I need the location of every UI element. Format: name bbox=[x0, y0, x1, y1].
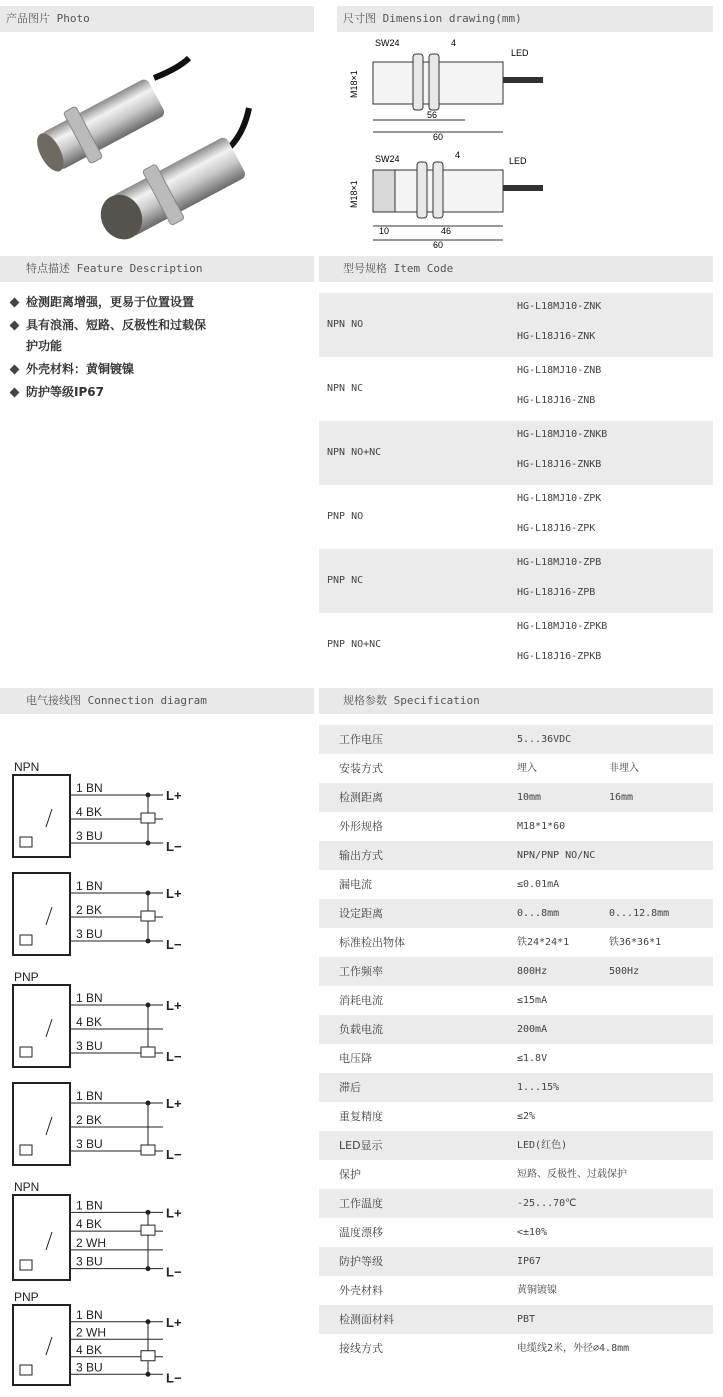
product-photo bbox=[4, 38, 304, 248]
item-code: HG-L18MJ10-ZPK bbox=[517, 493, 602, 504]
power-label: L+ bbox=[166, 788, 182, 803]
spec-value: 0...8mm bbox=[517, 908, 560, 919]
dim-bot-len-b: 60 bbox=[433, 240, 444, 250]
spec-row bbox=[319, 1276, 713, 1305]
spec-row bbox=[319, 841, 713, 870]
spec-key: 设定距离 bbox=[339, 907, 383, 920]
sensor-box bbox=[13, 1195, 70, 1280]
wire-label: 2 WH bbox=[76, 1325, 106, 1340]
spec-value: 埋入 bbox=[517, 763, 537, 774]
item-code: HG-L18J16-ZNK bbox=[517, 331, 596, 342]
power-label: L+ bbox=[166, 1314, 182, 1330]
load-relay bbox=[141, 813, 155, 823]
switch-contact bbox=[46, 907, 52, 925]
spec-row bbox=[319, 1218, 713, 1247]
power-label: L− bbox=[166, 1370, 182, 1386]
connection-header-label: 电气接线图 Connection diagram bbox=[26, 694, 207, 707]
sensor-box bbox=[13, 1083, 70, 1165]
feature-item bbox=[8, 382, 208, 403]
wire-label: 4 BK bbox=[76, 1015, 103, 1029]
spec-row bbox=[319, 725, 713, 754]
dimension-bottom bbox=[349, 150, 543, 250]
dimension-header bbox=[337, 6, 713, 32]
feature-header bbox=[0, 256, 314, 282]
item-code-header bbox=[319, 256, 713, 282]
item-code: HG-L18MJ10-ZNK bbox=[517, 301, 602, 312]
power-label: L+ bbox=[166, 1205, 182, 1221]
spec-value: 1...15% bbox=[517, 1082, 560, 1093]
item-type: PNP NC bbox=[327, 575, 364, 586]
feature-item bbox=[8, 315, 208, 357]
wire-label: 4 BK bbox=[76, 1342, 103, 1357]
wire-label: 3 BU bbox=[76, 1137, 103, 1151]
item-type: NPN NO bbox=[327, 319, 364, 330]
spec-value: 0...12.8mm bbox=[609, 908, 670, 919]
load-relay bbox=[141, 1351, 155, 1361]
item-type: NPN NC bbox=[327, 383, 364, 394]
load-relay bbox=[141, 911, 155, 921]
load-relay bbox=[141, 1047, 155, 1057]
sensor-symbol-icon bbox=[20, 837, 32, 847]
spec-value: 800Hz bbox=[517, 966, 548, 977]
dimension-header-label: 尺寸图 Dimension drawing(mm) bbox=[343, 12, 522, 25]
dim-bot-len-a: 46 bbox=[441, 226, 452, 236]
connection-header bbox=[0, 688, 314, 714]
spec-row bbox=[319, 1160, 713, 1189]
item-type: PNP NO+NC bbox=[327, 639, 382, 650]
sensor-box bbox=[13, 775, 70, 857]
item-code: HG-L18J16-ZNB bbox=[517, 395, 596, 406]
spec-row bbox=[319, 783, 713, 812]
wire-label: 4 BK bbox=[76, 805, 103, 819]
spec-value: -25...70℃ bbox=[517, 1198, 577, 1209]
wire-label: 3 BU bbox=[76, 1254, 103, 1269]
dimension-drawing bbox=[335, 32, 585, 252]
item-code: HG-L18MJ10-ZPKB bbox=[517, 621, 608, 632]
spec-value: 短路、反极性、过载保护 bbox=[517, 1169, 627, 1180]
item-code-row bbox=[319, 293, 713, 357]
wire-label: 1 BN bbox=[76, 1089, 103, 1103]
spec-key: 负载电流 bbox=[339, 1023, 383, 1036]
diagram-type-label: NPN bbox=[14, 1180, 40, 1194]
spec-value: 16mm bbox=[609, 792, 634, 803]
feature-item bbox=[8, 359, 208, 380]
feature-list bbox=[8, 292, 208, 405]
spec-row bbox=[319, 928, 713, 957]
spec-row bbox=[319, 986, 713, 1015]
power-label: L− bbox=[166, 1147, 182, 1162]
spec-key: 输出方式 bbox=[339, 849, 383, 862]
item-code: HG-L18MJ10-ZNB bbox=[517, 365, 602, 376]
feature-header-label: 特点描述 Feature Description bbox=[26, 262, 203, 275]
item-code: HG-L18J16-ZNKB bbox=[517, 459, 602, 470]
specification-table bbox=[319, 725, 713, 1363]
switch-contact bbox=[46, 1117, 52, 1135]
diagram-type-label: PNP bbox=[14, 970, 39, 984]
spec-row bbox=[319, 812, 713, 841]
spec-row bbox=[319, 899, 713, 928]
item-code: HG-L18J16-ZPK bbox=[517, 523, 596, 534]
power-label: L+ bbox=[166, 886, 182, 901]
spec-value: 非埋入 bbox=[609, 763, 639, 774]
item-code: HG-L18MJ10-ZNKB bbox=[517, 429, 608, 440]
spec-value: 200mA bbox=[517, 1024, 548, 1035]
wire-label: 1 BN bbox=[76, 1307, 103, 1322]
item-code: HG-L18MJ10-ZPB bbox=[517, 557, 602, 568]
spec-value: 铁36*36*1 bbox=[609, 937, 662, 948]
dim-bot-thread: M18×1 bbox=[349, 180, 359, 208]
sensor-symbol-icon bbox=[20, 1047, 32, 1057]
spec-key: 滞后 bbox=[339, 1081, 361, 1094]
spec-key: 防护等级 bbox=[339, 1255, 383, 1268]
sensor-symbol-icon bbox=[20, 1365, 32, 1375]
wire-label: 1 BN bbox=[76, 1198, 103, 1213]
spec-value: IP67 bbox=[517, 1256, 542, 1267]
sensor-box bbox=[13, 873, 70, 955]
dim-bot-sw: SW24 bbox=[375, 154, 400, 164]
spec-value: ≤2% bbox=[517, 1111, 536, 1122]
item-code-header-label: 型号规格 Item Code bbox=[343, 262, 454, 275]
spec-value: PBT bbox=[517, 1314, 536, 1325]
spec-value: ≤15mA bbox=[517, 995, 548, 1006]
wire-label: 2 BK bbox=[76, 1113, 103, 1127]
dim-top-len-a: 56 bbox=[427, 110, 438, 120]
spec-row bbox=[319, 1102, 713, 1131]
spec-row bbox=[319, 1015, 713, 1044]
spec-row bbox=[319, 1073, 713, 1102]
wire-label: 3 BU bbox=[76, 1039, 103, 1053]
dim-bot-len-c: 10 bbox=[379, 226, 390, 236]
dim-top-sw: SW24 bbox=[375, 38, 400, 48]
connection-diagrams bbox=[8, 745, 208, 1390]
wire-label: 3 BU bbox=[76, 1360, 103, 1375]
item-code-row bbox=[319, 613, 713, 677]
spec-value: 10mm bbox=[517, 792, 542, 803]
photo-header bbox=[0, 6, 314, 32]
feature-text: 具有浪涌、短路、反极性和过载保护功能 bbox=[26, 318, 207, 353]
spec-key: 接线方式 bbox=[339, 1342, 383, 1355]
wire-label: 2 BK bbox=[76, 903, 103, 917]
spec-key: 温度漂移 bbox=[339, 1226, 383, 1239]
spec-row bbox=[319, 1334, 713, 1363]
item-code: HG-L18J16-ZPB bbox=[517, 587, 596, 598]
spec-key: 检测面材料 bbox=[339, 1313, 394, 1326]
sensor-box bbox=[13, 1305, 70, 1385]
spec-value: ≤0.01mA bbox=[517, 879, 560, 890]
spec-value: 500Hz bbox=[609, 966, 640, 977]
wire-label: 3 BU bbox=[76, 829, 103, 843]
spec-row bbox=[319, 754, 713, 783]
spec-row bbox=[319, 1247, 713, 1276]
spec-row bbox=[319, 1044, 713, 1073]
feature-text: 外壳材料：黄铜镀镍 bbox=[26, 362, 135, 376]
feature-text: 防护等级IP67 bbox=[26, 385, 104, 399]
photo-header-label: 产品图片 Photo bbox=[6, 12, 90, 25]
item-type: PNP NO bbox=[327, 511, 364, 522]
switch-contact bbox=[46, 1019, 52, 1037]
specification-header bbox=[319, 688, 713, 714]
wire-label: 1 BN bbox=[76, 879, 103, 893]
power-label: L− bbox=[166, 1049, 182, 1064]
feature-text: 检测距离增强，更易于位置设置 bbox=[26, 295, 195, 309]
dim-top-thread: M18×1 bbox=[349, 70, 359, 98]
sensor-box bbox=[13, 985, 70, 1067]
item-code-row bbox=[319, 357, 713, 421]
wire-label: 1 BN bbox=[76, 991, 103, 1005]
power-label: L− bbox=[166, 839, 182, 854]
diagram-type-label: PNP bbox=[14, 1290, 39, 1304]
spec-key: 保护 bbox=[339, 1168, 361, 1181]
switch-contact bbox=[46, 1232, 52, 1250]
sensor-symbol-icon bbox=[20, 1260, 32, 1270]
spec-row bbox=[319, 1131, 713, 1160]
spec-value: NPN/PNP NO/NC bbox=[517, 850, 596, 861]
spec-key: 标准检出物体 bbox=[339, 936, 405, 949]
item-code: HG-L18J16-ZPKB bbox=[517, 651, 602, 662]
spec-row bbox=[319, 870, 713, 899]
spec-value: 电缆线2米，外径∅4.8mm bbox=[517, 1343, 630, 1354]
load-relay bbox=[141, 1225, 155, 1235]
item-code-table bbox=[319, 293, 713, 677]
dim-bot-led: LED bbox=[509, 156, 527, 166]
spec-row bbox=[319, 1189, 713, 1218]
spec-key: 重复精度 bbox=[339, 1110, 383, 1123]
power-label: L− bbox=[166, 937, 182, 952]
spec-key: 电压降 bbox=[339, 1052, 372, 1065]
item-code-row bbox=[319, 485, 713, 549]
spec-key: 外壳材料 bbox=[339, 1284, 383, 1297]
spec-value: ≤1.8V bbox=[517, 1053, 548, 1064]
spec-row bbox=[319, 957, 713, 986]
dim-top-nut: 4 bbox=[451, 38, 457, 48]
dim-top-led: LED bbox=[511, 48, 529, 58]
spec-key: 消耗电流 bbox=[339, 994, 383, 1007]
spec-value: 黄铜镀镍 bbox=[517, 1285, 557, 1296]
wire-label: 1 BN bbox=[76, 781, 103, 795]
spec-key: 检测距离 bbox=[339, 791, 383, 804]
spec-key: 外形规格 bbox=[339, 820, 383, 833]
sensor-symbol-icon bbox=[20, 935, 32, 945]
spec-key: 工作频率 bbox=[339, 965, 383, 978]
spec-key: 安装方式 bbox=[339, 762, 383, 775]
item-code-row bbox=[319, 549, 713, 613]
power-label: L+ bbox=[166, 998, 182, 1013]
spec-value: 5...36VDC bbox=[517, 734, 572, 745]
diagram-type-label: NPN bbox=[14, 760, 40, 774]
sensor-symbol-icon bbox=[20, 1145, 32, 1155]
spec-key: LED显示 bbox=[339, 1139, 383, 1152]
power-label: L+ bbox=[166, 1096, 182, 1111]
switch-contact bbox=[46, 1337, 52, 1355]
spec-row bbox=[319, 1305, 713, 1334]
dimension-top bbox=[349, 38, 543, 142]
specification-header-label: 规格参数 Specification bbox=[343, 694, 480, 707]
item-code-row bbox=[319, 421, 713, 485]
dim-bot-nut: 4 bbox=[455, 150, 461, 160]
dim-top-len-b: 60 bbox=[433, 132, 444, 142]
load-relay bbox=[141, 1145, 155, 1155]
feature-item bbox=[8, 292, 208, 313]
spec-key: 工作温度 bbox=[339, 1197, 383, 1210]
spec-value: M18*1*60 bbox=[517, 821, 566, 832]
spec-key: 工作电压 bbox=[339, 733, 383, 746]
wire-label: 3 BU bbox=[76, 927, 103, 941]
power-label: L− bbox=[166, 1264, 182, 1280]
wire-label: 2 WH bbox=[76, 1235, 106, 1250]
wire-label: 4 BK bbox=[76, 1217, 103, 1232]
spec-value: 铁24*24*1 bbox=[517, 937, 570, 948]
item-type: NPN NO+NC bbox=[327, 447, 382, 458]
spec-key: 漏电流 bbox=[339, 878, 372, 891]
spec-value: LED(红色) bbox=[517, 1140, 568, 1151]
spec-value: <±10% bbox=[517, 1227, 548, 1238]
switch-contact bbox=[46, 809, 52, 827]
